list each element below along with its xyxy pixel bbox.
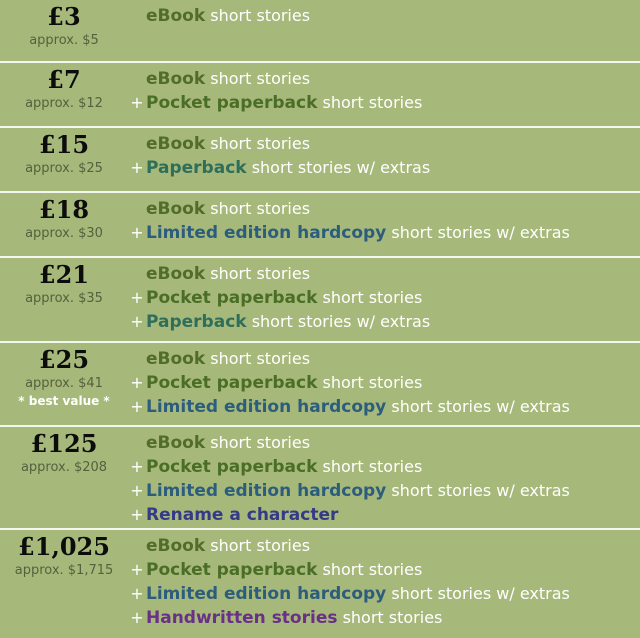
tier-item — [128, 132, 640, 156]
tier-price: £7 — [47, 65, 81, 94]
tier-item — [128, 4, 640, 28]
tier-row — [0, 343, 640, 427]
tier-item — [128, 221, 640, 245]
tier-item — [128, 431, 640, 455]
tier-item — [128, 156, 640, 180]
tier-price: £15 — [38, 130, 90, 159]
tier-items — [128, 258, 640, 341]
plus-sign: + — [130, 608, 144, 627]
tier-approx-price: approx. $35 — [25, 291, 103, 306]
tier-items — [128, 343, 640, 425]
item-description: short stories w/ extras — [391, 584, 570, 603]
tier-approx-price: approx. $5 — [29, 33, 99, 48]
tier-item — [128, 310, 640, 334]
tier-price-block — [0, 343, 128, 425]
item-description: short stories — [322, 288, 423, 307]
plus-sign: + — [130, 288, 144, 307]
tier-price: £18 — [38, 195, 90, 224]
plus-sign: + — [130, 93, 144, 112]
tier-price-block — [0, 128, 128, 191]
tier-item — [128, 503, 640, 527]
item-name: Limited edition hardcopy — [146, 397, 387, 417]
tier-item — [128, 262, 640, 286]
tier-approx-price: approx. $208 — [20, 460, 108, 475]
plus-sign: + — [130, 560, 144, 579]
item-name: Limited edition hardcopy — [146, 584, 387, 604]
plus-sign: + — [130, 457, 144, 476]
tier-items — [128, 63, 640, 126]
plus-sign: + — [130, 223, 144, 242]
tier-price: £125 — [30, 429, 98, 458]
tier-item — [128, 455, 640, 479]
item-description: short stories — [210, 69, 311, 88]
tier-items — [128, 530, 640, 638]
tier-item — [128, 67, 640, 91]
tier-item — [128, 197, 640, 221]
tier-row — [0, 63, 640, 128]
item-name: Pocket paperback — [146, 373, 318, 393]
tier-price: £21 — [38, 260, 90, 289]
tier-item — [128, 582, 640, 606]
item-name: Rename a character — [146, 505, 339, 525]
item-name: Pocket paperback — [146, 560, 318, 580]
item-description: short stories — [210, 199, 311, 218]
tier-price-block — [0, 427, 128, 528]
tier-price: £25 — [38, 345, 90, 374]
item-description: short stories — [342, 608, 443, 627]
tier-price-block — [0, 0, 128, 61]
item-description: short stories — [322, 93, 423, 112]
item-name: eBook — [146, 6, 206, 26]
tier-items — [128, 193, 640, 256]
tier-approx-price: approx. $30 — [25, 226, 103, 241]
item-description: short stories w/ extras — [391, 223, 570, 242]
item-name: Limited edition hardcopy — [146, 223, 387, 243]
tier-row — [0, 258, 640, 343]
tier-price: £1,025 — [18, 532, 110, 561]
tier-row — [0, 0, 640, 63]
tier-row — [0, 427, 640, 530]
tier-item — [128, 91, 640, 115]
item-name: Pocket paperback — [146, 457, 318, 477]
item-description: short stories w/ extras — [391, 397, 570, 416]
tier-item — [128, 479, 640, 503]
tier-row — [0, 193, 640, 258]
tier-items — [128, 427, 640, 528]
tier-price-block — [0, 258, 128, 341]
item-name: eBook — [146, 134, 206, 154]
tier-price-block — [0, 530, 128, 638]
item-name: Handwritten stories — [146, 608, 338, 628]
tier-item — [128, 558, 640, 582]
tier-approx-price: approx. $1,715 — [14, 563, 114, 578]
item-name: eBook — [146, 433, 206, 453]
tier-price-block — [0, 193, 128, 256]
item-description: short stories — [210, 536, 311, 555]
tier-item — [128, 534, 640, 558]
item-name: Pocket paperback — [146, 288, 318, 308]
item-description: short stories — [210, 6, 311, 25]
tier-price: £3 — [47, 2, 81, 31]
best-value-badge: * best value * — [18, 394, 110, 408]
item-name: eBook — [146, 264, 206, 284]
item-description: short stories w/ extras — [391, 481, 570, 500]
plus-sign: + — [130, 505, 144, 524]
tier-items — [128, 0, 640, 61]
tier-approx-price: approx. $41 — [25, 376, 103, 391]
tier-item — [128, 606, 640, 630]
tier-row — [0, 128, 640, 193]
item-description: short stories w/ extras — [251, 312, 431, 331]
item-name: eBook — [146, 536, 206, 556]
plus-sign: + — [130, 373, 144, 392]
tier-item — [128, 347, 640, 371]
item-description: short stories w/ extras — [251, 158, 431, 177]
item-name: Limited edition hardcopy — [146, 481, 387, 501]
plus-sign: + — [130, 312, 144, 331]
tier-row — [0, 530, 640, 638]
tier-price-block — [0, 63, 128, 126]
item-description: short stories — [322, 457, 423, 476]
item-name: Paperback — [146, 158, 247, 178]
item-description: short stories — [210, 134, 311, 153]
item-description: short stories — [210, 349, 311, 368]
tier-approx-price: approx. $12 — [25, 96, 103, 111]
item-description: short stories — [322, 373, 423, 392]
item-name: eBook — [146, 349, 206, 369]
item-name: eBook — [146, 69, 206, 89]
plus-sign: + — [130, 584, 144, 603]
tier-item — [128, 371, 640, 395]
tier-approx-price: approx. $25 — [25, 161, 103, 176]
plus-sign: + — [130, 158, 144, 177]
tier-items — [128, 128, 640, 191]
tier-item — [128, 395, 640, 419]
item-name: Pocket paperback — [146, 93, 318, 113]
item-description: short stories — [210, 433, 311, 452]
item-name: eBook — [146, 199, 206, 219]
item-name: Paperback — [146, 312, 247, 332]
plus-sign: + — [130, 397, 144, 416]
item-description: short stories — [322, 560, 423, 579]
item-description: short stories — [210, 264, 311, 283]
plus-sign: + — [130, 481, 144, 500]
tier-item — [128, 286, 640, 310]
